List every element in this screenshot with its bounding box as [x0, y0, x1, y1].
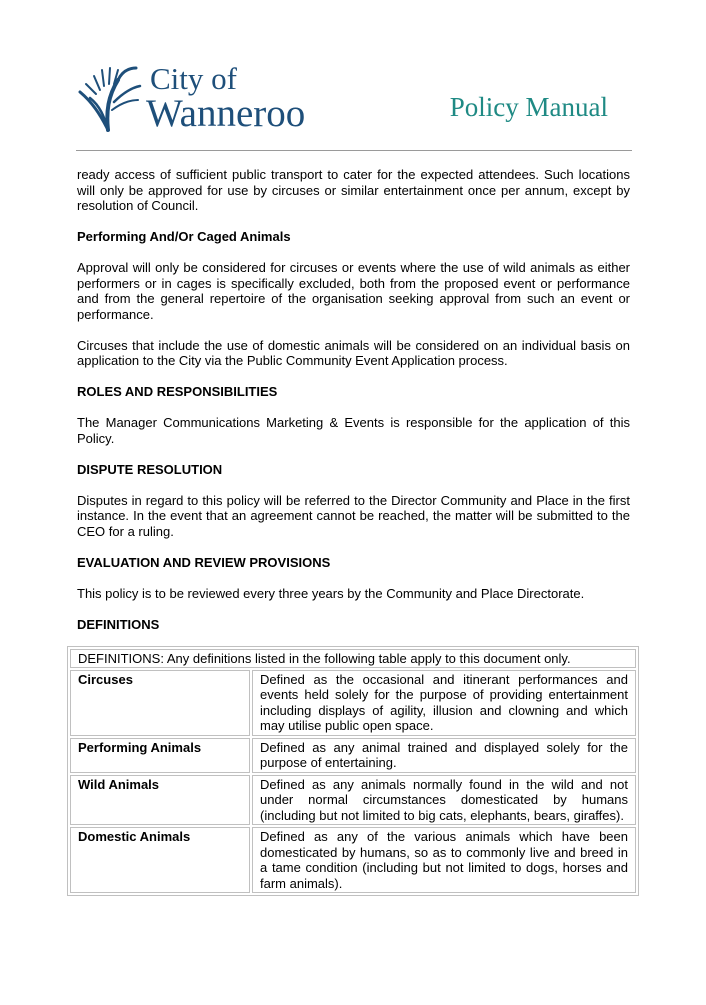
definition-term: Domestic Animals [70, 827, 250, 893]
animals-heading: Performing And/Or Caged Animals [77, 229, 291, 244]
policy-content [77, 167, 630, 648]
animals-paragraph-1: Approval will only be considered for circuses or events where the use of wild animals as either performers or in cages is specifically excluded, both from the proposed event or performance and from the general repertoire of the organisation seeking approval from such an event or performance. [77, 260, 630, 322]
table-row [70, 670, 636, 736]
dispute-heading: DISPUTE RESOLUTION [77, 461, 223, 477]
definition-text: Defined as the occasional and itinerant performances and events held solely for the purpose of providing entertainment including displays of agility, illusion and clowning and which may utilise public open space. [252, 670, 636, 736]
city-of-wanneroo-logo-icon [78, 62, 142, 132]
policy-manual-title: Policy Manual [449, 92, 608, 122]
animals-paragraph-2: Circuses that include the use of domestic animals will be considered on an individual basis on application to the City via the Public Community Event Application process. [77, 337, 630, 368]
definition-text: Defined as any animal trained and displayed solely for the purpose of entertaining. [252, 738, 636, 773]
roles-paragraph: The Manager Communications Marketing & Events is responsible for the application of this Policy. [77, 415, 630, 446]
evaluation-heading: EVALUATION AND REVIEW PROVISIONS [77, 554, 331, 570]
dispute-paragraph: Disputes in regard to this policy will be referred to the Director Community and Place in the first instance. In the event that an agreement cannot be reached, the matter will be submitted to the CEO for a ruling. [77, 492, 630, 539]
definition-text: Defined as any of the various animals which have been domesticated by humans, so as to commonly live and breed in a tame condition (including but not limited to dogs, horses and farm animals). [252, 827, 636, 893]
roles-heading: ROLES AND RESPONSIBILITIES [77, 384, 278, 399]
definition-term: Performing Animals [70, 738, 250, 773]
logo-text-city-of: City of [150, 61, 237, 96]
table-caption: DEFINITIONS: Any definitions listed in the following table apply to this document only. [70, 649, 636, 668]
table-caption-row [70, 649, 636, 668]
intro-paragraph: ready access of sufficient public transport to cater for the expected attendees. Such locations will only be approved for use by circuses or similar entertainment once per annum, except by resolution of Council. [77, 167, 630, 213]
page-header [0, 0, 706, 152]
definition-term: Circuses [70, 670, 250, 736]
table-row [70, 775, 636, 826]
definition-text: Defined as any animals normally found in the wild and not under normal circumstances domesticated by humans (including but not limited to big cats, elephants, bears, giraffes). [252, 775, 636, 826]
definitions-heading: DEFINITIONS [77, 616, 160, 632]
header-divider [76, 150, 632, 151]
logo-text-wanneroo: Wanneroo [146, 92, 306, 135]
definition-term: Wild Animals [70, 775, 250, 826]
evaluation-paragraph: This policy is to be reviewed every three years by the Community and Place Directorate. [77, 585, 585, 601]
table-row [70, 827, 636, 893]
definitions-table [67, 646, 639, 896]
table-row [70, 738, 636, 773]
